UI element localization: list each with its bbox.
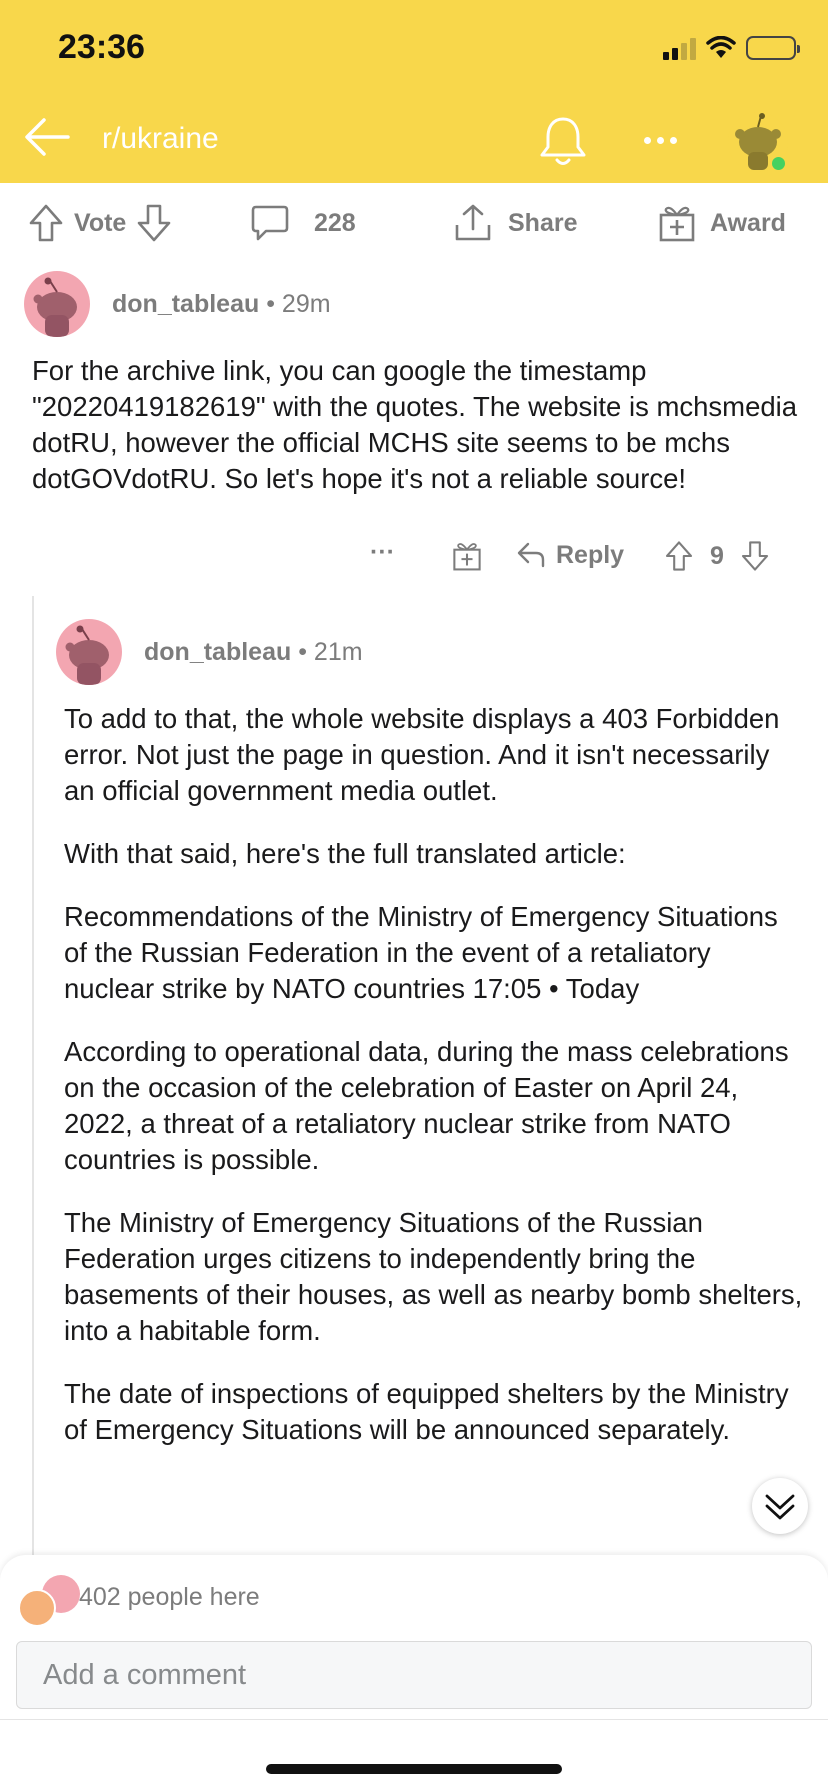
reply-button[interactable] (516, 540, 624, 570)
comment-header (24, 271, 331, 337)
arrow-down-icon[interactable] (136, 203, 172, 243)
battery-icon (746, 36, 796, 60)
comment-body (64, 701, 804, 1475)
avatar[interactable] (24, 271, 90, 337)
arrow-left-icon (22, 112, 72, 162)
more-horizontal-icon: ··· (370, 538, 395, 566)
comment-meta (144, 638, 363, 667)
comment-actions (370, 540, 790, 580)
bell-icon (537, 113, 589, 169)
divider (0, 1719, 828, 1720)
comments-count: 228 (314, 208, 356, 237)
comment-time: 29m (281, 289, 331, 318)
vote-control (28, 203, 172, 243)
app-header (0, 0, 828, 183)
comment-more-button[interactable] (370, 538, 395, 567)
share-button[interactable] (454, 203, 577, 243)
status-icons (663, 36, 796, 60)
comments-button[interactable] (250, 203, 356, 243)
snoo-avatar-icon (24, 271, 90, 337)
comment-header (56, 619, 363, 685)
subreddit-title[interactable]: r/ukraine (102, 122, 219, 155)
thread-line[interactable] (32, 596, 34, 1556)
comment-award-button[interactable] (452, 540, 482, 572)
home-indicator[interactable] (266, 1764, 562, 1774)
comment-body (32, 353, 802, 524)
comment-vote-control (664, 540, 770, 572)
arrow-down-icon[interactable] (740, 540, 770, 572)
reply-arrow-icon (516, 540, 546, 570)
comment-input[interactable] (16, 1641, 812, 1709)
comment-paragraph: The Ministry of Emergency Situations of the Russian Federation urges citizens to independently bring the basements of their houses, as well as nearby bomb shelters, into a habitable form. (64, 1207, 803, 1346)
gift-icon (658, 203, 696, 243)
wifi-icon (706, 36, 736, 60)
comment-meta (112, 290, 331, 319)
avatar (18, 1589, 56, 1627)
comment-bubble-icon (250, 203, 290, 243)
comment-author[interactable]: don_tableau (144, 637, 292, 666)
meta-separator: • (298, 637, 307, 666)
status-time: 23:36 (58, 28, 145, 66)
gift-icon (452, 540, 482, 572)
comment-paragraph: Recommendations of the Ministry of Emergency Situations of the Russian Federation in the event of a retaliatory nuclear strike by NATO countries 17:05 • Today (64, 901, 778, 1004)
comment-paragraph: For the archive link, you can google the timestamp "20220419182619" with the quotes. The website is mchsmedia dotRU, however the official MCHS site seems to be mchs dotGOVdotRU. So let's hope it's not a reliable source! (32, 355, 798, 494)
online-status-dot (770, 155, 787, 172)
double-chevron-down-icon (762, 1488, 798, 1524)
share-label: Share (508, 208, 578, 237)
cellular-signal-icon (663, 36, 696, 60)
reply-label: Reply (556, 540, 625, 569)
snoo-avatar-icon (56, 619, 122, 685)
comment-paragraph: According to operational data, during the mass celebrations on the occasion of the celebration of Easter on April 24, 2022, a threat of a retaliatory nuclear strike from NATO countries is possible. (64, 1036, 789, 1175)
scroll-down-button[interactable] (752, 1478, 808, 1534)
avatar[interactable] (56, 619, 122, 685)
comment-paragraph: With that said, here's the full translated article: (64, 838, 626, 869)
notifications-button[interactable] (537, 113, 589, 169)
award-label: Award (710, 208, 786, 237)
presence-count: 402 people here (79, 1583, 260, 1611)
share-icon (454, 203, 492, 243)
arrow-up-icon[interactable] (28, 203, 64, 243)
more-options-button[interactable] (638, 118, 682, 162)
arrow-up-icon[interactable] (664, 540, 694, 572)
award-button[interactable] (658, 203, 786, 243)
vote-label: Vote (74, 208, 127, 237)
bottom-comment-panel (0, 1555, 828, 1792)
comment-score: 9 (710, 541, 724, 570)
comment-time: 21m (313, 637, 363, 666)
meta-separator: • (266, 289, 275, 318)
comment-author[interactable]: don_tableau (112, 289, 260, 318)
comment-paragraph: The date of inspections of equipped shelters by the Ministry of Emergency Situations will be announced separately. (64, 1378, 789, 1445)
back-button[interactable] (22, 112, 72, 162)
post-action-bar (0, 183, 828, 263)
comment-paragraph: To add to that, the whole website displays a 403 Forbidden error. Not just the page in question. And it isn't necessarily an official government media outlet. (64, 703, 780, 806)
